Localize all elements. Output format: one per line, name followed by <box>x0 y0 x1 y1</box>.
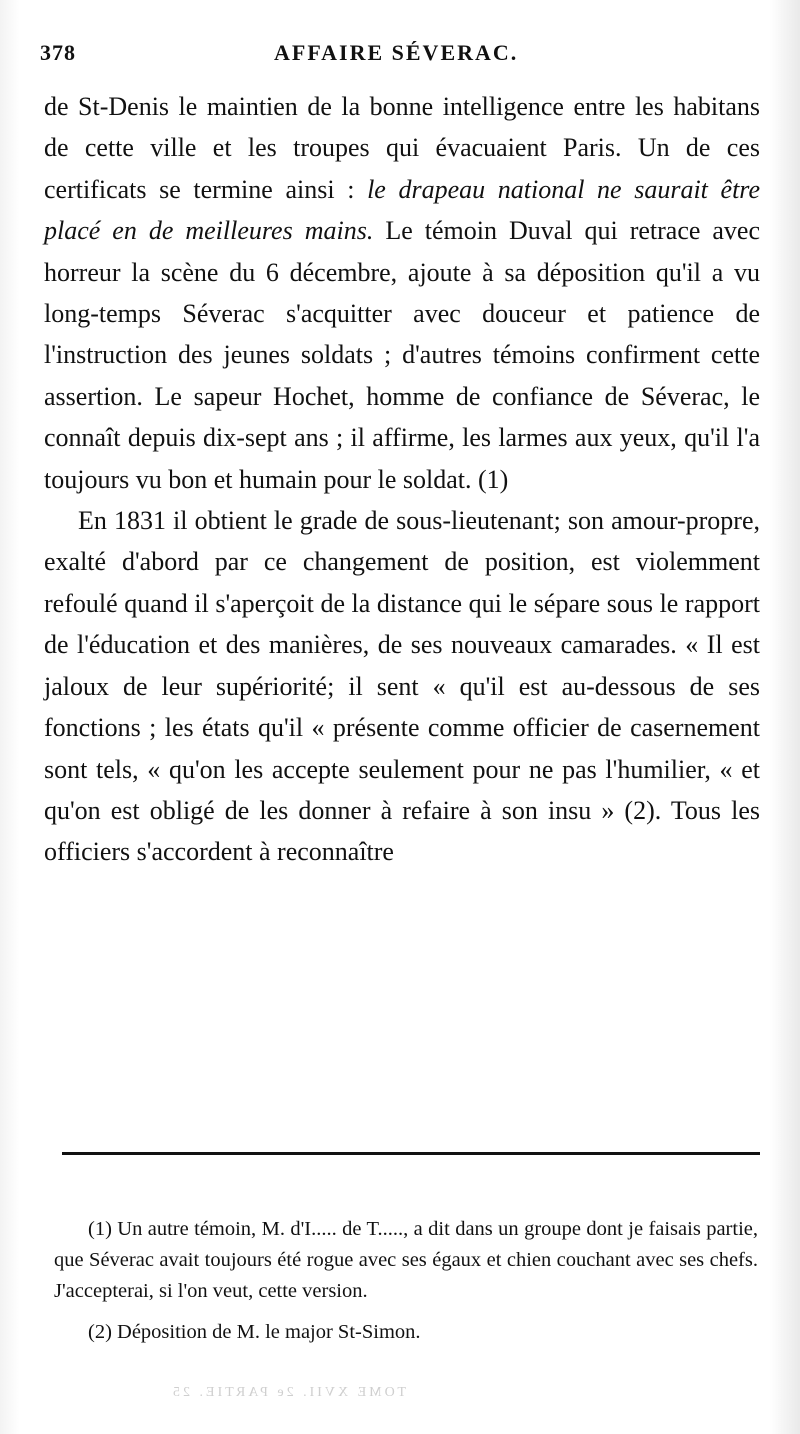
running-head: AFFAIRE SÉVERAC. <box>274 40 519 65</box>
paragraph-1-text-a: de St-Denis le maintien de la bonne intelligence entre les habitans de cette ville et les troupes qui évacuaient Paris. Un de ces certificats se termine ainsi : <box>44 92 760 204</box>
paragraph-1 <box>44 86 760 500</box>
footnote-rule <box>62 1152 760 1155</box>
body-text <box>44 86 760 873</box>
footnotes <box>54 1214 758 1348</box>
footnote-1: (1) Un autre témoin, M. d'I..... de T....., a dit dans un groupe dont je faisais partie, que Séverac avait toujours été rogue avec ses égaux et chien couchant avec ses chefs. J'accepterai, si l'on veut, cette version. <box>54 1218 758 1302</box>
paragraph-1-italic-quote: le drapeau national ne saurait être placé en de meilleures mains. <box>44 174 760 246</box>
page-header <box>40 40 740 80</box>
paragraph-1-text-b: Le témoin Duval qui retrace avec horreur la scène du 6 décembre, ajoute à sa déposition qu'il a vu long-temps Séverac s'acquitter avec douceur et patience de l'instruction des jeunes soldats ; d'autres témoins confirment cette assertion. Le sapeur Hochet, homme de confiance de Séverac, le connaît depuis dix-sept ans ; il affirme, les larmes aux yeux, qu'il l'a toujours vu bon et humain pour le soldat. (1) <box>44 216 761 494</box>
footnote-2: (2) Déposition de M. le major St-Simon. <box>88 1321 421 1343</box>
page-number: 378 <box>40 40 76 65</box>
paragraph-2: En 1831 il obtient le grade de sous-lieutenant; son amour-propre, exalté d'abord par ce changement de position, est violemment refoulé quand il s'aperçoit de la distance qui le sépare sous le rapport de l'éducation et des manières, de ses nouveaux camarades. « Il est jaloux de leur supériorité; il sent « qu'il est au-dessous de ses fonctions ; les états qu'il « présente comme officier de casernement sont tels, « qu'on les accepte seulement pour ne pas l'humilier, « et qu'on est obligé de les donner à refaire à son insu » (2). Tous les officiers s'accordent à reconnaître <box>44 506 760 867</box>
signature-mark-bleed-through: TOME XVII. 2e PARTIE. 25 <box>170 1385 407 1400</box>
